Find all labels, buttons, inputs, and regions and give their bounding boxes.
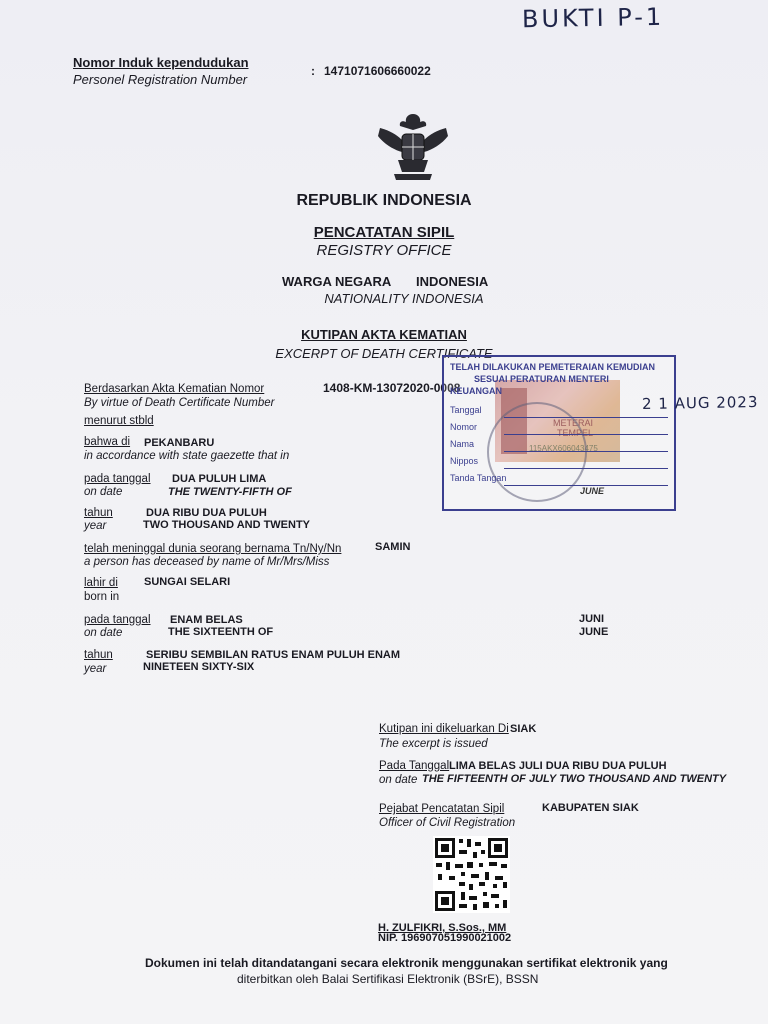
year-label: tahun — [84, 507, 113, 519]
footer-line1: Dokumen ini telah ditandatangani secara elektronik menggunakan sertifikat elektronik yang — [145, 956, 668, 970]
qr-code-icon — [433, 836, 510, 913]
officer-label: Pejabat Pencatatan Sipil — [379, 803, 505, 815]
signer-name: H. ZULFIKRI, S.Sos., MM — [378, 922, 507, 934]
stbld-label: menurut stbld — [84, 415, 154, 427]
meterai-tempel: TEMPEL — [557, 428, 594, 438]
deceased-label-en: a person has deceased by name of Mr/Mrs/Miss — [84, 556, 330, 568]
born-label-en: born in — [84, 591, 120, 603]
born-value: SUNGAI SELARI — [144, 576, 231, 588]
stamp-date: 2 1 AUG 2023 — [641, 392, 759, 414]
office-title-en: REGISTRY OFFICE — [316, 242, 452, 259]
nationality-label: WARGA NEGARA — [282, 274, 392, 289]
signer-nip: NIP. 196907051990021002 — [378, 932, 512, 944]
bdate-value: ENAM BELAS — [170, 614, 243, 626]
deceased-value: SAMIN — [375, 541, 411, 553]
issue-date-value-en: THE FIFTEENTH OF JULY TWO THOUSAND AND TWENTY — [422, 773, 727, 785]
document-title: KUTIPAN AKTA KEMATIAN — [301, 327, 467, 342]
stamp-line — [504, 468, 668, 469]
byear-value: SERIBU SEMBILAN RATUS ENAM PULUH ENAM — [146, 649, 401, 661]
bdate-label: pada tanggal — [84, 614, 151, 626]
meterai-serial: 115AKX606043475 — [529, 444, 598, 453]
nik-label: Nomor Induk kependudukan — [73, 55, 249, 70]
date-value-en: THE TWENTY-FIFTH OF — [168, 486, 292, 498]
nationality-en: NATIONALITY INDONESIA — [324, 291, 484, 306]
issue-date-value: LIMA BELAS JULI DUA RIBU DUA PULUH — [449, 760, 667, 772]
officer-label-en: Officer of Civil Registration — [379, 817, 516, 829]
date-label-en: on date — [84, 486, 123, 498]
year-value-en: TWO THOUSAND AND TWENTY — [143, 519, 311, 531]
place-value: PEKANBARU — [144, 437, 215, 449]
nik-label-en: Personel Registration Number — [73, 72, 248, 87]
garuda-emblem-icon — [372, 108, 454, 186]
bdate-month-en: JUNE — [579, 626, 609, 638]
issue-date-label: Pada Tanggal — [379, 760, 450, 772]
place-label-en: in accordance with state gaezette that in — [84, 450, 290, 462]
nik-value: 1471071606660022 — [324, 64, 431, 78]
akta-value: 1408-KM-13072020-0008 — [323, 381, 461, 395]
stamp-june: JUNE — [580, 486, 605, 496]
pemeteraian-stamp — [442, 355, 676, 511]
stamp-line2: SESUAI PERATURAN MENTERI — [474, 374, 609, 384]
byear-label-en: year — [84, 663, 107, 675]
stamp-row-nama: Nama — [450, 439, 475, 449]
akta-label: Berdasarkan Akta Kematian Nomor — [84, 383, 265, 395]
bdate-value-en: THE SIXTEENTH OF — [168, 626, 274, 638]
byear-value-en: NINETEEN SIXTY-SIX — [143, 661, 255, 673]
footer-line2: diterbitkan oleh Balai Sertifikasi Elektronik (BSrE), BSSN — [237, 972, 539, 986]
stamp-line — [504, 417, 668, 418]
akta-label-en: By virtue of Death Certificate Number — [84, 397, 275, 409]
officer-value: KABUPATEN SIAK — [542, 802, 639, 814]
country-title: REPUBLIK INDONESIA — [296, 192, 472, 209]
handwritten-note: BUKTI P-1 — [521, 2, 665, 34]
stamp-row-nomor: Nomor — [450, 422, 478, 432]
nationality-value: INDONESIA — [416, 274, 489, 289]
meterai-label: METERAI — [553, 418, 594, 428]
issue-date-label-en: on date — [379, 774, 418, 786]
stamp-line3: KEUANGAN — [450, 386, 503, 396]
stamp-line — [504, 434, 668, 435]
year-value: DUA RIBU DUA PULUH — [146, 507, 267, 519]
stamp-row-nippos: Nippos — [450, 456, 479, 466]
deceased-label: telah meninggal dunia seorang bernama Tn/Ny/Nn — [84, 543, 342, 555]
stamp-line1: TELAH DILAKUKAN PEMETERAIAN KEMUDIAN — [450, 362, 655, 372]
issue-place-label-en: The excerpt is issued — [379, 738, 488, 750]
year-label-en: year — [84, 520, 107, 532]
byear-label: tahun — [84, 649, 113, 661]
born-label: lahir di — [84, 577, 118, 589]
office-title: PENCATATAN SIPIL — [313, 224, 455, 241]
bdate-month: JUNI — [579, 613, 605, 625]
stamp-row-tanggal: Tanggal — [450, 405, 482, 415]
date-value: DUA PULUH LIMA — [172, 473, 267, 485]
stamp-line — [504, 451, 668, 452]
bdate-label-en: on date — [84, 627, 123, 639]
place-label: bahwa di — [84, 436, 131, 448]
issue-place-label: Kutipan ini dikeluarkan Di — [379, 723, 509, 735]
date-label: pada tanggal — [84, 473, 151, 485]
document-title-en: EXCERPT OF DEATH CERTIFICATE — [275, 346, 493, 361]
nik-colon: : — [311, 64, 315, 78]
issue-place-value: SIAK — [510, 723, 537, 735]
stamp-row-tanda-tangan: Tanda Tangan — [450, 473, 507, 483]
